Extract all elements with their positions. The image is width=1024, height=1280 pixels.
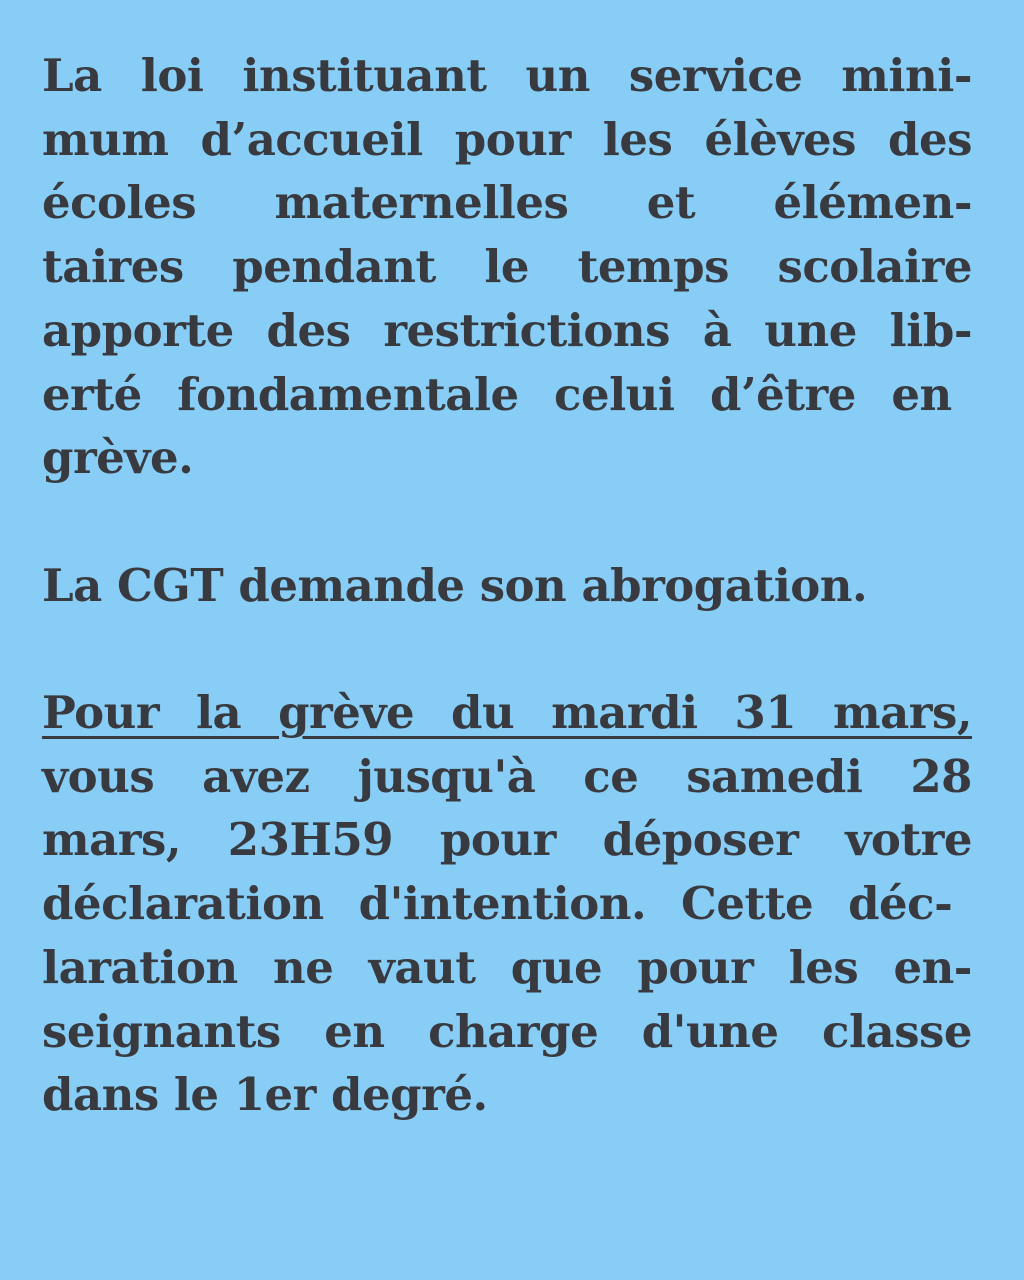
- text-line: taires pendant le temps scolaire: [42, 240, 972, 294]
- paragraph-gap: [42, 490, 972, 554]
- paragraph-cgt-demand: [42, 554, 972, 618]
- paragraph-strike-deadline: [42, 681, 972, 1127]
- text-line: seignants en charge d'une classe: [42, 1004, 972, 1058]
- text-line: La CGT demande son abrogation.: [42, 558, 868, 612]
- text-line: laration ne vaut que pour les en-: [42, 940, 972, 994]
- text-line: vous avez jusqu'à ce samedi 28: [42, 749, 972, 803]
- underlined-strike-date: Pour la grève du mardi 31 mars,: [42, 686, 972, 739]
- paragraph-service-minimum: [42, 44, 972, 490]
- text-line: mars, 23H59 pour déposer votre: [42, 813, 972, 867]
- text-line-underlined: [42, 681, 972, 745]
- text-line: dans le 1er degré.: [42, 1068, 488, 1122]
- text-line: erté fondamentale celui d’être en: [42, 367, 952, 421]
- text-line: La loi instituant un service mini-: [42, 49, 972, 102]
- body-text: [42, 44, 972, 1127]
- text-line: écoles maternelles et élémen-: [42, 176, 972, 230]
- paragraph-gap: [42, 617, 972, 681]
- text-line: apporte des restrictions à une lib-: [42, 303, 972, 357]
- text-line: déclaration d'intention. Cette déc-: [42, 877, 953, 931]
- text-line: grève.: [42, 431, 194, 485]
- text-line: mum d’accueil pour les élèves des: [42, 112, 972, 166]
